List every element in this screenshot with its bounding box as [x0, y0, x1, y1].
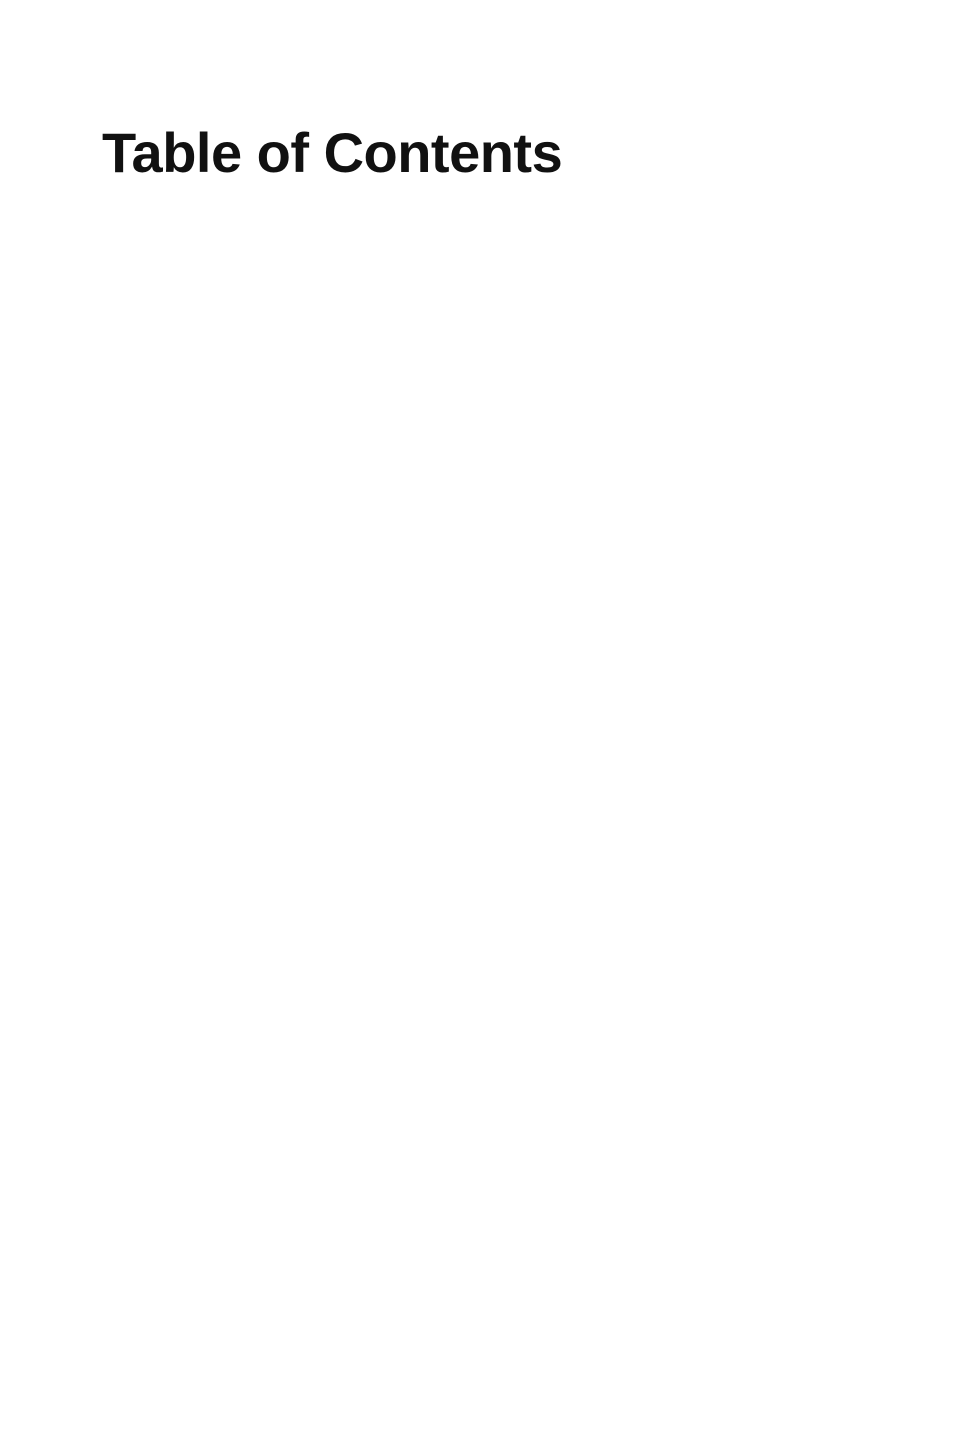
page-title: Table of Contents: [102, 121, 563, 184]
